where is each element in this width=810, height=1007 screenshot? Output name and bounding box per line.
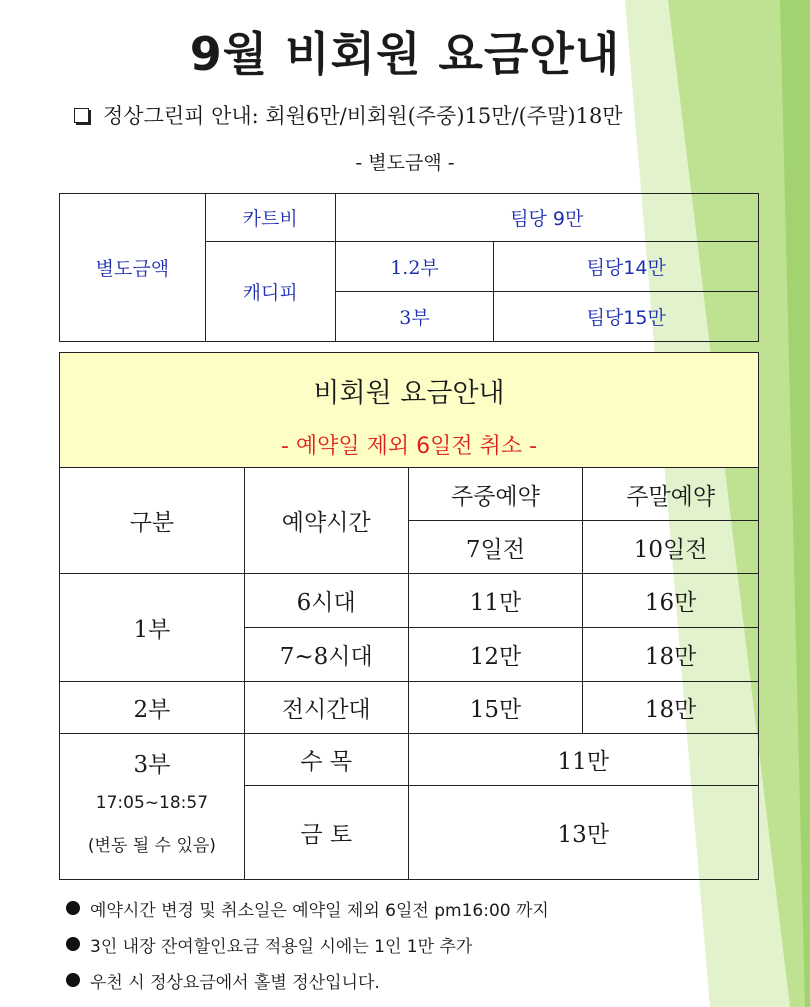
notes-list (66, 890, 549, 998)
bullet-icon (66, 973, 80, 987)
day-price: 11만 (408, 734, 758, 786)
extra-fee-heading: - 별도금액 - (355, 152, 455, 174)
tee-time: 6시대 (244, 574, 408, 628)
part3-time-range: 17:05~18:57 (95, 793, 209, 813)
note-item (66, 962, 549, 998)
weekend-price: 18만 (583, 682, 759, 734)
extra-fee-table (59, 193, 759, 342)
notice-text: 정상그린피 안내: 회원6만/비회원(주중)15만/(주말)18만 (103, 104, 623, 128)
extra-fee-label: 별도금액 (60, 194, 206, 342)
part2-label: 2부 (60, 682, 245, 734)
day-label: 금 토 (244, 786, 408, 880)
caddie-part-label: 3부 (335, 292, 494, 342)
part3-cell (60, 734, 245, 880)
caddie-fee-value: 팀당14만 (494, 242, 759, 292)
note-text: 예약시간 변경 및 취소일은 예약일 제외 6일전 pm16:00 까지 (90, 900, 549, 921)
rate-table-subtitle: - 예약일 제외 6일전 취소 - (60, 421, 759, 468)
weekday-price: 12만 (408, 628, 583, 682)
note-text: 우천 시 정상요금에서 홀별 정산입니다. (90, 972, 380, 993)
part3-label: 3부 (133, 752, 171, 778)
notice-line (74, 100, 623, 130)
header-weekend: 주말예약 (583, 468, 759, 521)
note-item (66, 890, 549, 926)
header-time: 예약시간 (244, 468, 408, 574)
header-weekend-days: 10일전 (583, 521, 759, 574)
header-category: 구분 (60, 468, 245, 574)
checkbox-icon (74, 108, 89, 123)
caddie-part-label: 1.2부 (335, 242, 494, 292)
bullet-icon (66, 901, 80, 915)
tee-time: 전시간대 (244, 682, 408, 734)
header-weekday-days: 7일전 (408, 521, 583, 574)
note-text: 3인 내장 잔여할인요금 적용일 시에는 1인 1만 추가 (90, 936, 473, 957)
header-weekday: 주중예약 (408, 468, 583, 521)
part3-note: (변동 될 수 있음) (87, 836, 216, 856)
rate-table (59, 352, 759, 880)
weekday-price: 15만 (408, 682, 583, 734)
caddie-fee-value: 팀당15만 (494, 292, 759, 342)
page-title: 9월 비회원 요금안내 (189, 27, 621, 81)
rate-table-title: 비회원 요금안내 (60, 353, 759, 422)
cart-fee-value: 팀당 9만 (335, 194, 758, 242)
tee-time: 7~8시대 (244, 628, 408, 682)
day-price: 13만 (408, 786, 758, 880)
weekend-price: 18만 (583, 628, 759, 682)
cart-fee-label: 카트비 (205, 194, 335, 242)
day-label: 수 목 (244, 734, 408, 786)
part1-label: 1부 (60, 574, 245, 682)
caddie-fee-label: 캐디피 (205, 242, 335, 342)
weekday-price: 11만 (408, 574, 583, 628)
weekend-price: 16만 (583, 574, 759, 628)
note-item (66, 926, 549, 962)
bullet-icon (66, 937, 80, 951)
